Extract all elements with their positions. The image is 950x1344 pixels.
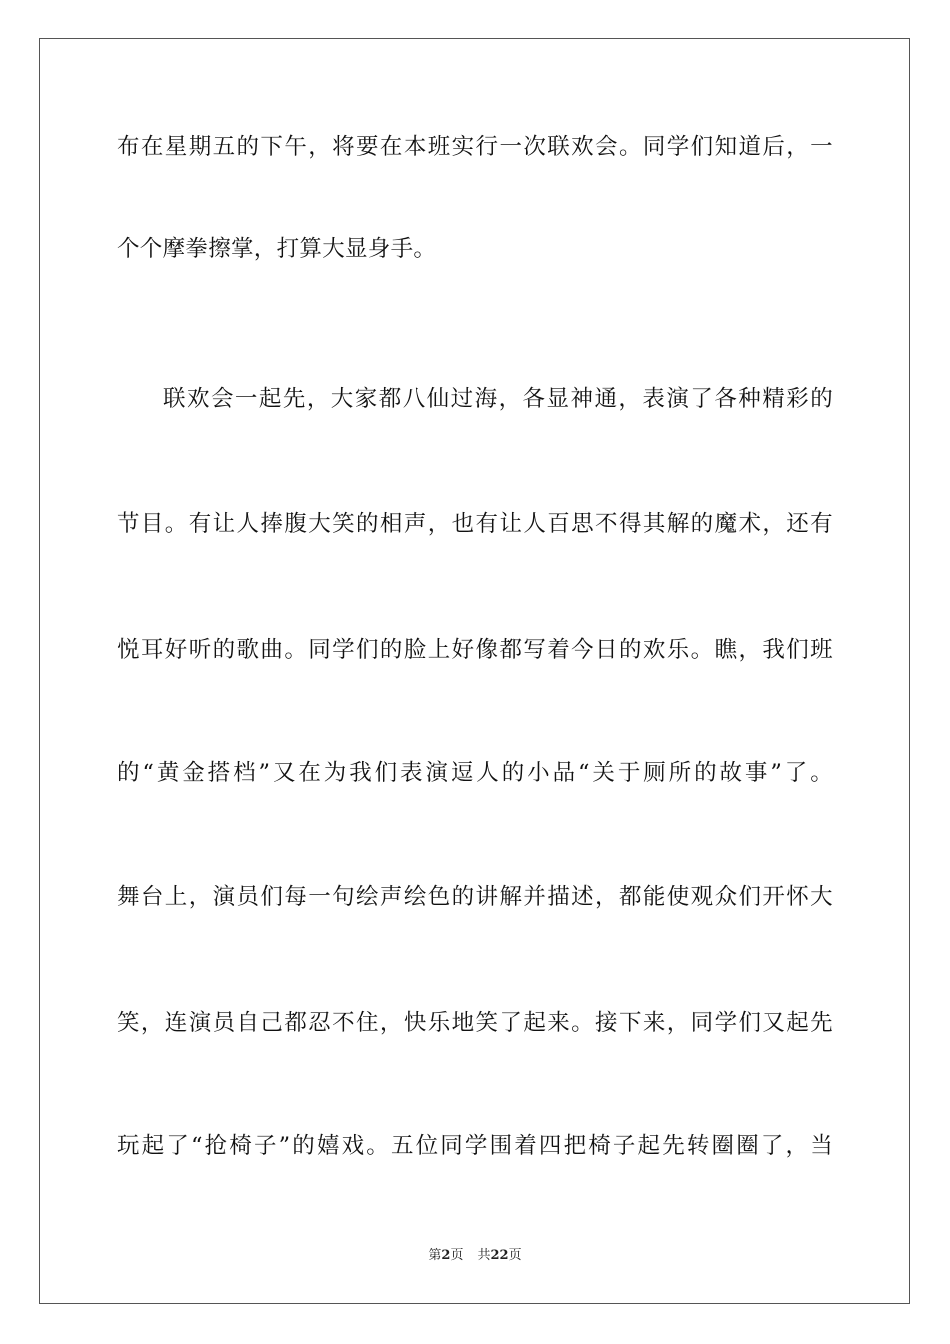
page-frame [39, 38, 910, 1304]
page-footer [0, 1248, 950, 1264]
text-line-2: 个个摩拳擦掌，打算大显身手。 [117, 236, 437, 262]
text-line-9: 玩起了“抢椅子”的嬉戏。五位同学围着四把椅子起先转圈圈了，当 [117, 1133, 833, 1159]
page-prefix: 第 [428, 1248, 442, 1263]
text-line-4: 节目。有让人捧腹大笑的相声，也有让人百思不得其解的魔术，还有 [117, 511, 833, 537]
page-suffix: 页 [450, 1248, 464, 1263]
total-suffix: 页 [508, 1248, 522, 1263]
total-prefix: 共 [477, 1248, 491, 1263]
text-line-1: 布在星期五的下午，将要在本班实行一次联欢会。同学们知道后，一 [117, 134, 833, 160]
text-line-5: 悦耳好听的歌曲。同学们的脸上好像都写着今日的欢乐。瞧，我们班 [117, 637, 833, 663]
text-line-3: 联欢会一起先，大家都八仙过海，各显神通，表演了各种精彩的 [163, 386, 833, 412]
total-pages: 22 [490, 1248, 509, 1263]
text-line-6: 的“黄金搭档”又在为我们表演逗人的小品“关于厕所的故事”了。 [117, 760, 833, 786]
page-number: 2 [441, 1248, 451, 1263]
text-line-8: 笑，连演员自己都忍不住，快乐地笑了起来。接下来，同学们又起先 [117, 1010, 833, 1036]
text-line-7: 舞台上，演员们每一句绘声绘色的讲解并描述，都能使观众们开怀大 [117, 884, 833, 910]
